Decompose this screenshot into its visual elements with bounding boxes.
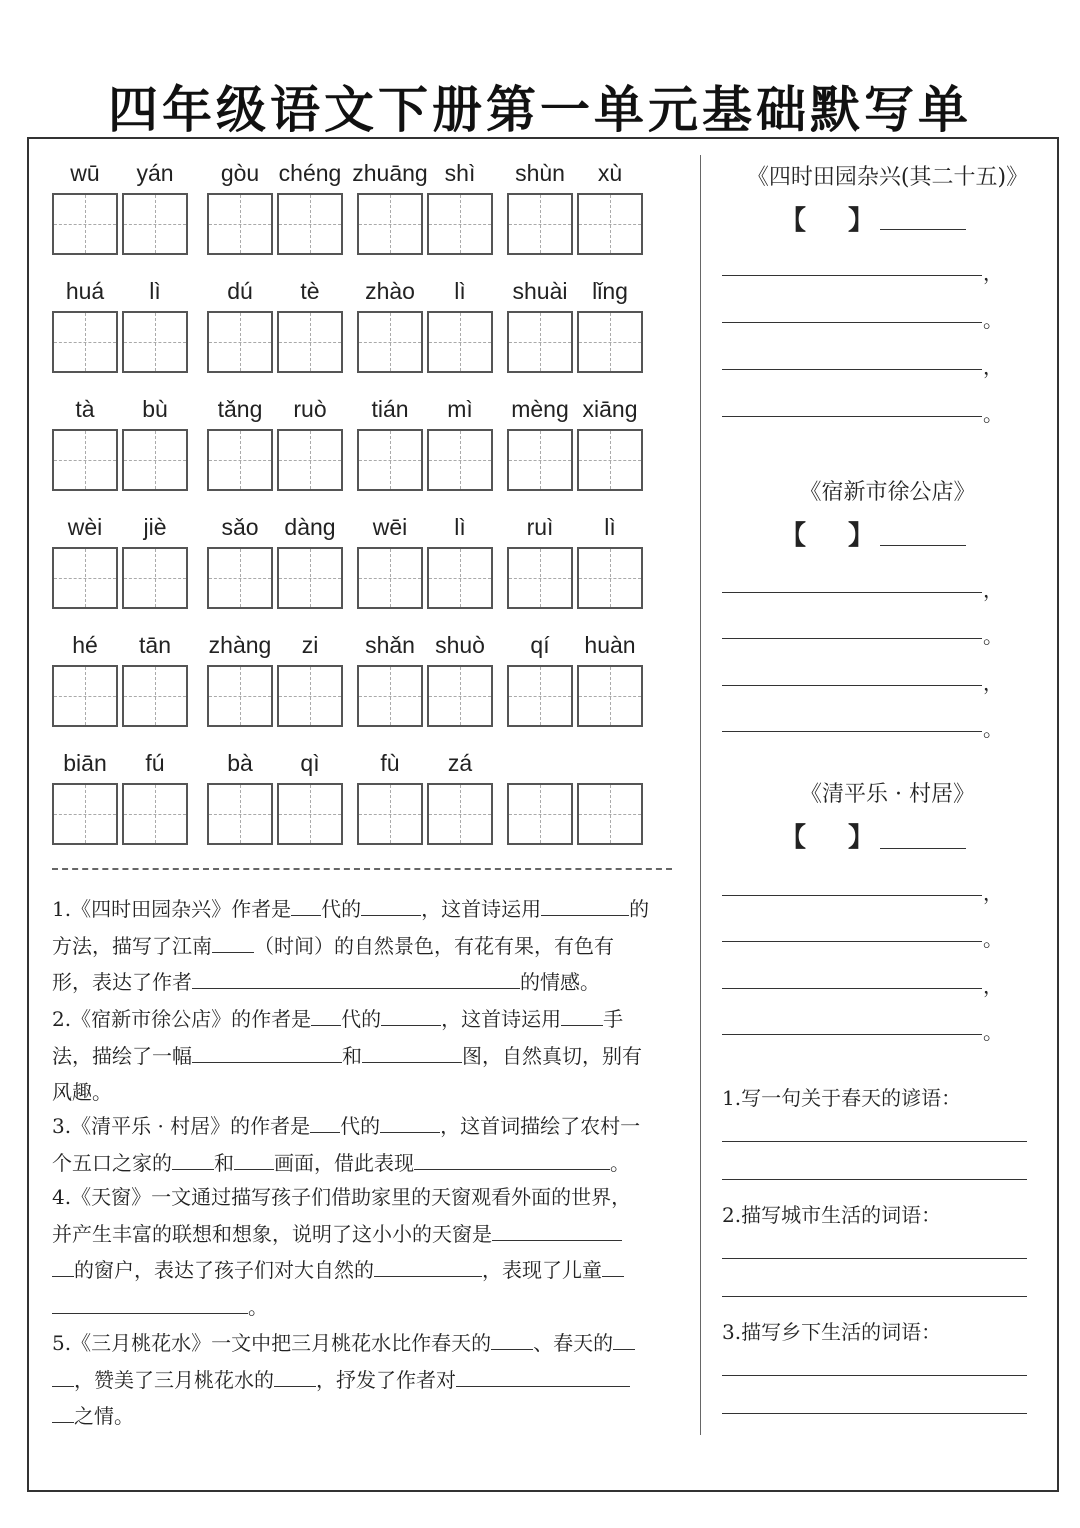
punctuation: 。 (983, 717, 1003, 741)
pinyin-label: mì (447, 396, 473, 422)
question-3: 3.《清平乐 · 村居》的作者是 代的 ，这首词描绘了农村一 个五口之家的 和 画面，借此表现 。 (52, 1108, 692, 1181)
writing-cell[interactable] (427, 193, 493, 255)
pinyin-label: qì (300, 750, 320, 776)
word-grid (507, 783, 643, 845)
writing-cell[interactable] (577, 193, 643, 255)
writing-cell[interactable] (207, 311, 273, 373)
pinyin-label: zhào (365, 278, 415, 304)
writing-cell[interactable] (122, 429, 188, 491)
writing-cell[interactable] (577, 547, 643, 609)
word-grid (52, 429, 188, 491)
word-grid (357, 547, 493, 609)
author-blank[interactable] (880, 848, 966, 849)
blank[interactable] (192, 966, 520, 989)
writing-cell[interactable] (52, 311, 118, 373)
close-bracket: 】 (848, 521, 875, 551)
writing-cell[interactable] (207, 783, 273, 845)
pinyin-label: tián (371, 396, 409, 422)
poem-line-blank[interactable] (722, 592, 982, 593)
poem-line-blank[interactable] (722, 416, 982, 417)
writing-cell[interactable] (122, 783, 188, 845)
punctuation: 。 (983, 308, 1003, 332)
pinyin-label: zi (301, 632, 319, 658)
open-bracket: 【 (780, 521, 807, 551)
page-title: 四年级语文下册第一单元基础默写单 (108, 81, 972, 139)
answer-line[interactable] (722, 1413, 1027, 1414)
writing-cell[interactable] (357, 547, 423, 609)
writing-cell[interactable] (277, 665, 343, 727)
punctuation: ， (983, 881, 1003, 905)
writing-cell[interactable] (277, 311, 343, 373)
blank[interactable] (291, 893, 321, 916)
blank[interactable] (456, 1364, 630, 1387)
question-1: 1.《四时田园杂兴》作者是 代的 ，这首诗运用 的 方法，描写了江南 （时间）的自然景色，有花有果，有色有 形，表达了作者 的情感。 (52, 891, 692, 1001)
pinyin-label: gòu (220, 160, 260, 186)
writing-cell[interactable] (427, 547, 493, 609)
writing-cell[interactable] (52, 193, 118, 255)
writing-cell[interactable] (52, 547, 118, 609)
writing-cell[interactable] (277, 783, 343, 845)
punctuation: 。 (983, 624, 1003, 648)
writing-cell[interactable] (357, 193, 423, 255)
blank[interactable] (362, 1040, 462, 1063)
word-grid (207, 783, 343, 845)
writing-cell[interactable] (507, 429, 573, 491)
pinyin-label: dàng (284, 514, 336, 540)
poem-title: 《宿新市徐公店》 (799, 480, 976, 505)
word-grid (207, 665, 343, 727)
writing-cell[interactable] (507, 547, 573, 609)
poem-line-blank[interactable] (722, 731, 982, 732)
pinyin-label: tà (75, 396, 95, 422)
blank[interactable] (212, 930, 254, 953)
word-grid (207, 193, 343, 255)
pinyin-label: shuò (435, 632, 485, 658)
right-question-3: 3.描写乡下生活的词语： (722, 1320, 942, 1344)
pinyin-label: fù (380, 750, 400, 776)
writing-cell[interactable] (577, 783, 643, 845)
author-blank[interactable] (880, 545, 966, 546)
open-bracket: 【 (780, 206, 807, 236)
writing-cell[interactable] (507, 311, 573, 373)
punctuation: 。 (983, 927, 1003, 951)
word-grid (52, 193, 188, 255)
writing-cell[interactable] (207, 429, 273, 491)
word-grid (507, 311, 643, 373)
writing-cell[interactable] (507, 193, 573, 255)
writing-cell[interactable] (507, 783, 573, 845)
column-divider (700, 155, 701, 1435)
writing-cell[interactable] (357, 429, 423, 491)
word-grid (357, 193, 493, 255)
writing-cell[interactable] (277, 429, 343, 491)
poem-line-blank[interactable] (722, 941, 982, 942)
writing-cell[interactable] (357, 665, 423, 727)
right-question-1: 1.写一句关于春天的谚语： (722, 1086, 962, 1110)
pinyin-label: yán (136, 160, 174, 186)
word-grid (52, 665, 188, 727)
pinyin-label: lì (454, 278, 466, 304)
writing-cell[interactable] (507, 665, 573, 727)
answer-line[interactable] (722, 1375, 1027, 1376)
answer-line[interactable] (722, 1258, 1027, 1259)
writing-cell[interactable] (577, 665, 643, 727)
pinyin-label: chéng (278, 160, 342, 186)
word-grid (507, 547, 643, 609)
blank[interactable] (491, 1327, 533, 1350)
poem-line-blank[interactable] (722, 988, 982, 989)
blank[interactable] (613, 1327, 635, 1350)
poem-title: 《清平乐 · 村居》 (800, 782, 975, 807)
poem-line-blank[interactable] (722, 1034, 982, 1035)
pinyin-label: fú (145, 750, 165, 776)
blank[interactable] (172, 1147, 214, 1170)
question-4: 4.《天窗》一文通过描写孩子们借助家里的天窗观看外面的世界， 并产生丰富的联想和想象，说明了这小小的天窗是 的窗户，表达了孩子们对大自然的 ，表现了儿童 。 (52, 1185, 632, 1319)
word-grid (207, 429, 343, 491)
pinyin-label: dú (227, 278, 253, 304)
punctuation: ， (983, 261, 1003, 285)
word-grid (207, 547, 343, 609)
pinyin-label: bù (142, 396, 168, 422)
writing-cell[interactable] (577, 311, 643, 373)
punctuation: ， (983, 974, 1003, 998)
blank[interactable] (52, 1254, 74, 1277)
pinyin-label: lì (604, 514, 616, 540)
blank[interactable] (561, 1003, 603, 1026)
blank[interactable] (492, 1218, 622, 1241)
pinyin-label: wēi (372, 514, 408, 540)
pinyin-label: shǎn (365, 632, 415, 658)
blank[interactable] (361, 893, 421, 916)
poem-line-blank[interactable] (722, 685, 982, 686)
writing-cell[interactable] (427, 783, 493, 845)
pinyin-label: wū (70, 160, 100, 186)
blank[interactable] (274, 1364, 316, 1387)
pinyin-label: mèng (511, 396, 569, 422)
pinyin-label: xù (597, 160, 623, 186)
open-bracket: 【 (780, 823, 807, 853)
word-grid (357, 429, 493, 491)
pinyin-label: huàn (584, 632, 636, 658)
pinyin-label: qí (530, 632, 550, 658)
pinyin-label: lì (454, 514, 466, 540)
blank[interactable] (52, 1364, 74, 1387)
blank[interactable] (541, 893, 629, 916)
pinyin-label: ruò (293, 396, 327, 422)
blank[interactable] (52, 1400, 74, 1423)
pinyin-label: ruì (526, 514, 554, 540)
writing-cell[interactable] (52, 429, 118, 491)
answer-line[interactable] (722, 1296, 1027, 1297)
poem-line-blank[interactable] (722, 322, 982, 323)
writing-cell[interactable] (122, 193, 188, 255)
blank[interactable] (380, 1110, 440, 1133)
pinyin-label: hé (72, 632, 98, 658)
writing-cell[interactable] (357, 783, 423, 845)
pinyin-label: shuài (512, 278, 568, 304)
writing-cell[interactable] (427, 429, 493, 491)
pinyin-label: jiè (143, 514, 167, 540)
punctuation: ， (983, 355, 1003, 379)
punctuation: ， (983, 578, 1003, 602)
right-question-2: 2.描写城市生活的词语： (722, 1203, 942, 1227)
blank[interactable] (311, 1003, 341, 1026)
poem-title: 《四时田园杂兴(其二十五)》 (746, 165, 1029, 190)
blank[interactable] (52, 1291, 248, 1314)
pinyin-label: lì (149, 278, 161, 304)
pinyin-label: biān (63, 750, 107, 776)
writing-cell[interactable] (277, 547, 343, 609)
question-5: 5.《三月桃花水》一文中把三月桃花水比作春天的 、春天的 ，赞美了三月桃花水的 ，抒发了作者对 之情。 (52, 1325, 692, 1435)
pinyin-label: lǐng (592, 278, 628, 304)
writing-cell[interactable] (52, 783, 118, 845)
pinyin-label: bà (227, 750, 253, 776)
writing-cell[interactable] (207, 665, 273, 727)
pinyin-label: tè (300, 278, 320, 304)
writing-cell[interactable] (207, 547, 273, 609)
pinyin-label: huá (65, 278, 105, 304)
word-grid (507, 193, 643, 255)
word-grid (357, 311, 493, 373)
writing-cell[interactable] (122, 547, 188, 609)
word-grid (507, 665, 643, 727)
word-grid (357, 783, 493, 845)
pinyin-label: zhuāng (352, 160, 428, 186)
pinyin-label: shùn (515, 160, 565, 186)
writing-cell[interactable] (427, 665, 493, 727)
writing-cell[interactable] (122, 665, 188, 727)
question-2: 2.《宿新市徐公店》的作者是 代的 ，这首诗运用 手 法，描绘了一幅 和 图，自然真切，别有 风趣。 (52, 1001, 692, 1111)
punctuation: ， (983, 671, 1003, 695)
poem-line-blank[interactable] (722, 369, 982, 370)
close-bracket: 】 (848, 823, 875, 853)
pinyin-label: zhàng (208, 632, 272, 658)
writing-cell[interactable] (207, 193, 273, 255)
writing-cell[interactable] (357, 311, 423, 373)
writing-cell[interactable] (52, 665, 118, 727)
blank[interactable] (310, 1110, 340, 1133)
pinyin-label: wèi (67, 514, 103, 540)
punctuation: 。 (983, 1020, 1003, 1044)
blank[interactable] (374, 1254, 482, 1277)
word-grid (207, 311, 343, 373)
blank[interactable] (602, 1254, 624, 1277)
dashed-separator (52, 868, 672, 870)
word-grid (52, 783, 188, 845)
pinyin-label: tǎng (217, 396, 263, 422)
blank[interactable] (192, 1040, 342, 1063)
pinyin-label: tān (139, 632, 171, 658)
answer-line[interactable] (722, 1141, 1027, 1142)
poem-line-blank[interactable] (722, 895, 982, 896)
author-blank[interactable] (880, 229, 966, 230)
blank[interactable] (414, 1147, 610, 1170)
pinyin-label: sǎo (221, 514, 259, 540)
blank[interactable] (381, 1003, 441, 1026)
writing-cell[interactable] (122, 311, 188, 373)
poem-line-blank[interactable] (722, 275, 982, 276)
poem-line-blank[interactable] (722, 638, 982, 639)
punctuation: 。 (983, 402, 1003, 426)
pinyin-label: shì (444, 160, 476, 186)
writing-cell[interactable] (277, 193, 343, 255)
answer-line[interactable] (722, 1179, 1027, 1180)
word-grid (52, 311, 188, 373)
close-bracket: 】 (848, 206, 875, 236)
word-grid (507, 429, 643, 491)
blank[interactable] (234, 1147, 274, 1170)
writing-cell[interactable] (427, 311, 493, 373)
word-grid (357, 665, 493, 727)
pinyin-label: xiāng (582, 396, 638, 422)
writing-cell[interactable] (577, 429, 643, 491)
word-grid (52, 547, 188, 609)
pinyin-label: zá (447, 750, 473, 776)
